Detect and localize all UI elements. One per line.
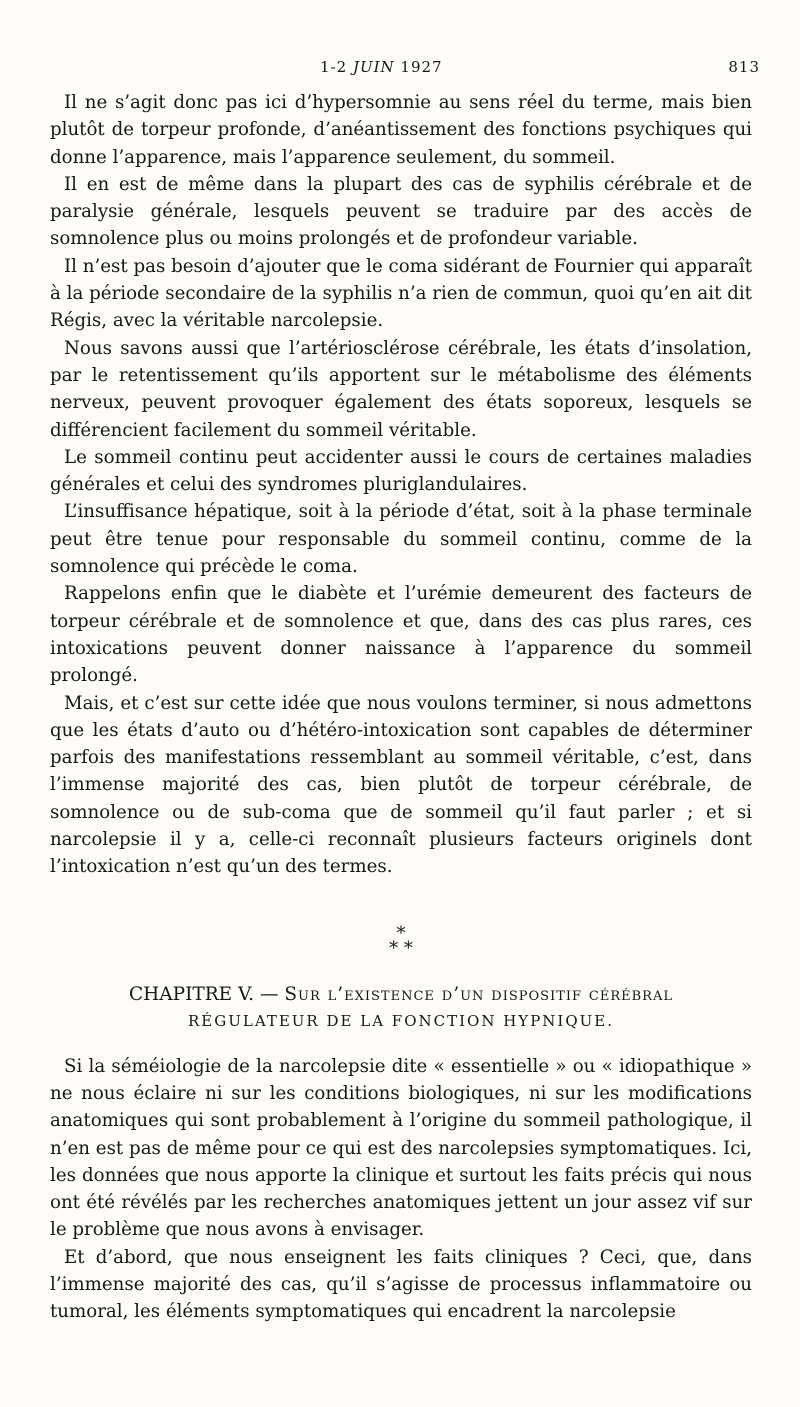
page-header [60,58,760,82]
chapter-heading [50,981,752,1035]
running-title [320,58,443,76]
paragraph: L’insuffisance hépatique, soit à la période d’état, soit à la phase terminale peut être tenue pour responsable du sommeil continu, comme de la somnolence qui précède le coma. [50,501,752,578]
chapter-number: CHAPITRE V. — [129,983,285,1005]
paragraph: Mais, et c’est sur cette idée que nous voulons terminer, si nous admettons que les états d’auto ou d’hétéro-intoxication sont capables de déterminer parfois des manifestations ressemblant au sommeil véritable, c’est, dans l’immense majorité des cas, bien plutôt de torpeur cérébrale, de somnolence ou de sub-coma que de sommeil qu’il faut parler ; et si narcolepsie il y a, celle-ci reconnaît plusieurs facteurs originels dont l’intoxication n’est qu’un des termes. [50,692,752,878]
asterism-bottom: * * [389,937,413,959]
chapter-title-line1: Sur l’existence d’un dispositif cérébral [284,983,673,1005]
paragraph: Il en est de même dans la plupart des cas de syphilis cérébrale et de paralysie générale, lesquels peuvent se traduire par des accès de somnolence plus ou moins prolongés et de profondeur variable. [50,173,752,250]
asterism-top: * [396,922,406,944]
paragraph: Il n’est pas besoin d’ajouter que le coma sidérant de Fournier qui apparaît à la période secondaire de la syphilis n’a rien de commun, quoi qu’en ait dit Régis, avec la véritable narcolepsie. [50,255,752,332]
paragraph: Rappelons enfin que le diabète et l’urémie demeurent des facteurs de torpeur cérébrale et de somnolence et que, dans des cas plus rares, ces intoxications peuvent donner naissance à l’apparence du sommeil prolongé. [50,583,752,687]
section-asterism [50,922,752,959]
body-text [50,89,752,1326]
paragraph: Il ne s’agit donc pas ici d’hypersomnie au sens réel du terme, mais bien plutôt de torpeur profonde, d’anéantissement des fonctions psychiques qui donne l’apparence, mais l’apparence seulement, du sommeil. [50,92,752,168]
chapter-title-line2: RÉGULATEUR DE LA FONCTION HYPNIQUE. [187,1011,614,1030]
running-title-prefix: 1-2 [320,58,353,76]
paragraph: Et d’abord, que nous enseignent les faits cliniques ? Ceci, que, dans l’immense majorité des cas, qu’il s’agisse de processus inflammatoire ou tumoral, les éléments symptomatiques qui encadrent la narcolepsie [50,1246,752,1323]
running-title-year: 1927 [394,58,443,76]
page-number: 813 [728,58,760,76]
paragraph: Nous savons aussi que l’artériosclérose cérébrale, les états d’insolation, par le retentissement qu’ils apportent sur le métabolisme des éléments nerveux, peuvent provoquer également des états soporeux, lesquels se différencient facilement du sommeil véritable. [50,337,752,441]
paragraph: Le sommeil continu peut accidenter aussi le cours de certaines maladies générales et celui des syndromes pluriglandulaires. [50,446,752,496]
running-title-month: JUIN [352,58,395,76]
paragraph: Si la séméiologie de la narcolepsie dite « essentielle » ou « idiopathique » ne nous éclaire ni sur les conditions biologiques, ni sur les modifications anatomiques qui sont probablement à l’origine du sommeil pathologique, il n’en est pas de même pour ce qui est des narcolepsies symptomatiques. Ici, les données que nous apporte la clinique et surtout les faits précis qui nous ont été révélés par les recherches anatomiques jettent un jour assez vif sur le problème que nous avons à envisager. [50,1055,752,1241]
